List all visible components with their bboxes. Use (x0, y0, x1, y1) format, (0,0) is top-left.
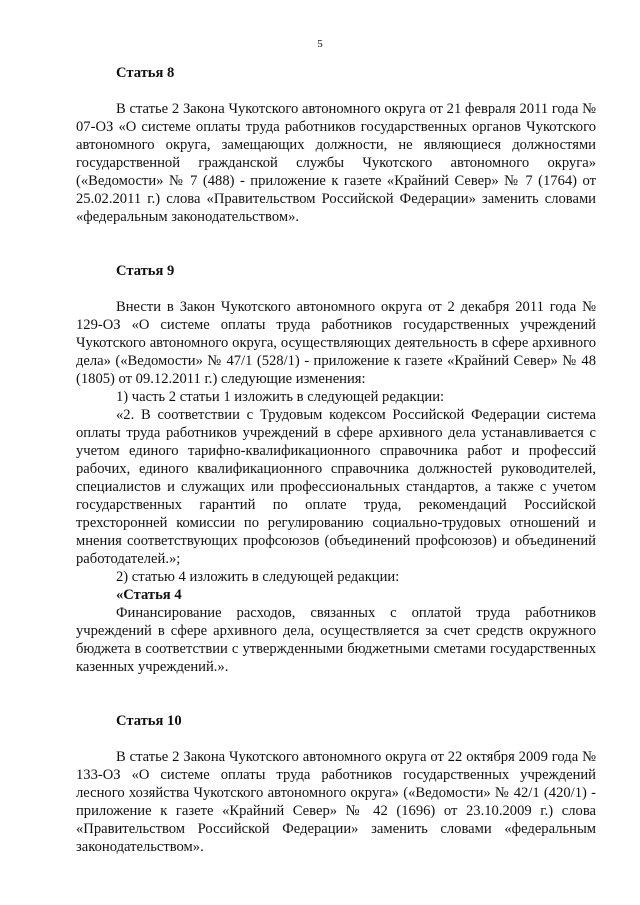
article-9-item-2-heading: «Статья 4 (116, 587, 182, 603)
article-10-heading: Статья 10 (116, 713, 182, 729)
article-8-heading: Статья 8 (116, 65, 175, 81)
article-9-item-2-text: Финансирование расходов, связанных с оплатой труда работников учреждений в сфере архивного дела, осуществляется за счет средств окружного бюджета в соответствии с утвержденными бюджетными сметами государственных казенных учреждений.». (76, 605, 596, 675)
article-9-item-1-text: «2. В соответствии с Трудовым кодексом Российской Федерации система оплаты труда работников учреждений в сфере архивного дела устанавливается с учетом единого тарифно-квалификационного справочника работ и профессий рабочих, единого квалификационного справочника должностей руководителей, специалистов и служащих или профессиональных стандартов, а также с учетом государственных гарантий по оплате труда, рекомендаций Российской трехсторонней комиссии по регулированию социально-трудовых отношений и мнения соответствующих профсоюзов (объединений профсоюзов) и объединений работодателей.»; (76, 407, 596, 567)
article-8-paragraph: В статье 2 Закона Чукотского автономного округа от 21 февраля 2011 года № 07-ОЗ «О системе оплаты труда работников государственных органов Чукотского автономного округа, замещающих должности, не являющиеся должностями государственной гражданской службы Чукотского автономного округа» («Ведомости» № 7 (488) - приложение к газете «Крайний Север» № 7 (1764) от 25.02.2011 г.) слова «Правительством Российской Федерации» заменить словами «федеральным законодательством». (76, 101, 596, 225)
article-9-heading: Статья 9 (116, 263, 175, 279)
article-10-paragraph: В статье 2 Закона Чукотского автономного округа от 22 октября 2009 года № 133-ОЗ «О системе оплаты труда работников государственных учреждений лесного хозяйства Чукотского автономного округа» («Ведомости» № 42/1 (420/1) - приложение к газете «Крайний Север» № 42 (1696) от 23.10.2009 г.) слова «Правительством Российской Федерации» заменить словами «федеральным законодательством». (76, 749, 596, 855)
page-number: 5 (317, 38, 323, 50)
article-9-item-2: 2) статью 4 изложить в следующей редакции: (116, 569, 400, 585)
article-9-intro: Внести в Закон Чукотского автономного округа от 2 декабря 2011 года № 129-ОЗ «О системе оплаты труда работников государственных учреждений Чукотского автономного округа, осуществляющих деятельность в сфере архивного дела» («Ведомости» № 47/1 (528/1) - приложение к газете «Крайний Север» № 48 (1805) от 09.12.2011 г.) следующие изменения: (76, 299, 596, 387)
article-9-item-1: 1) часть 2 статьи 1 изложить в следующей редакции: (116, 389, 445, 405)
document-body (76, 64, 596, 856)
